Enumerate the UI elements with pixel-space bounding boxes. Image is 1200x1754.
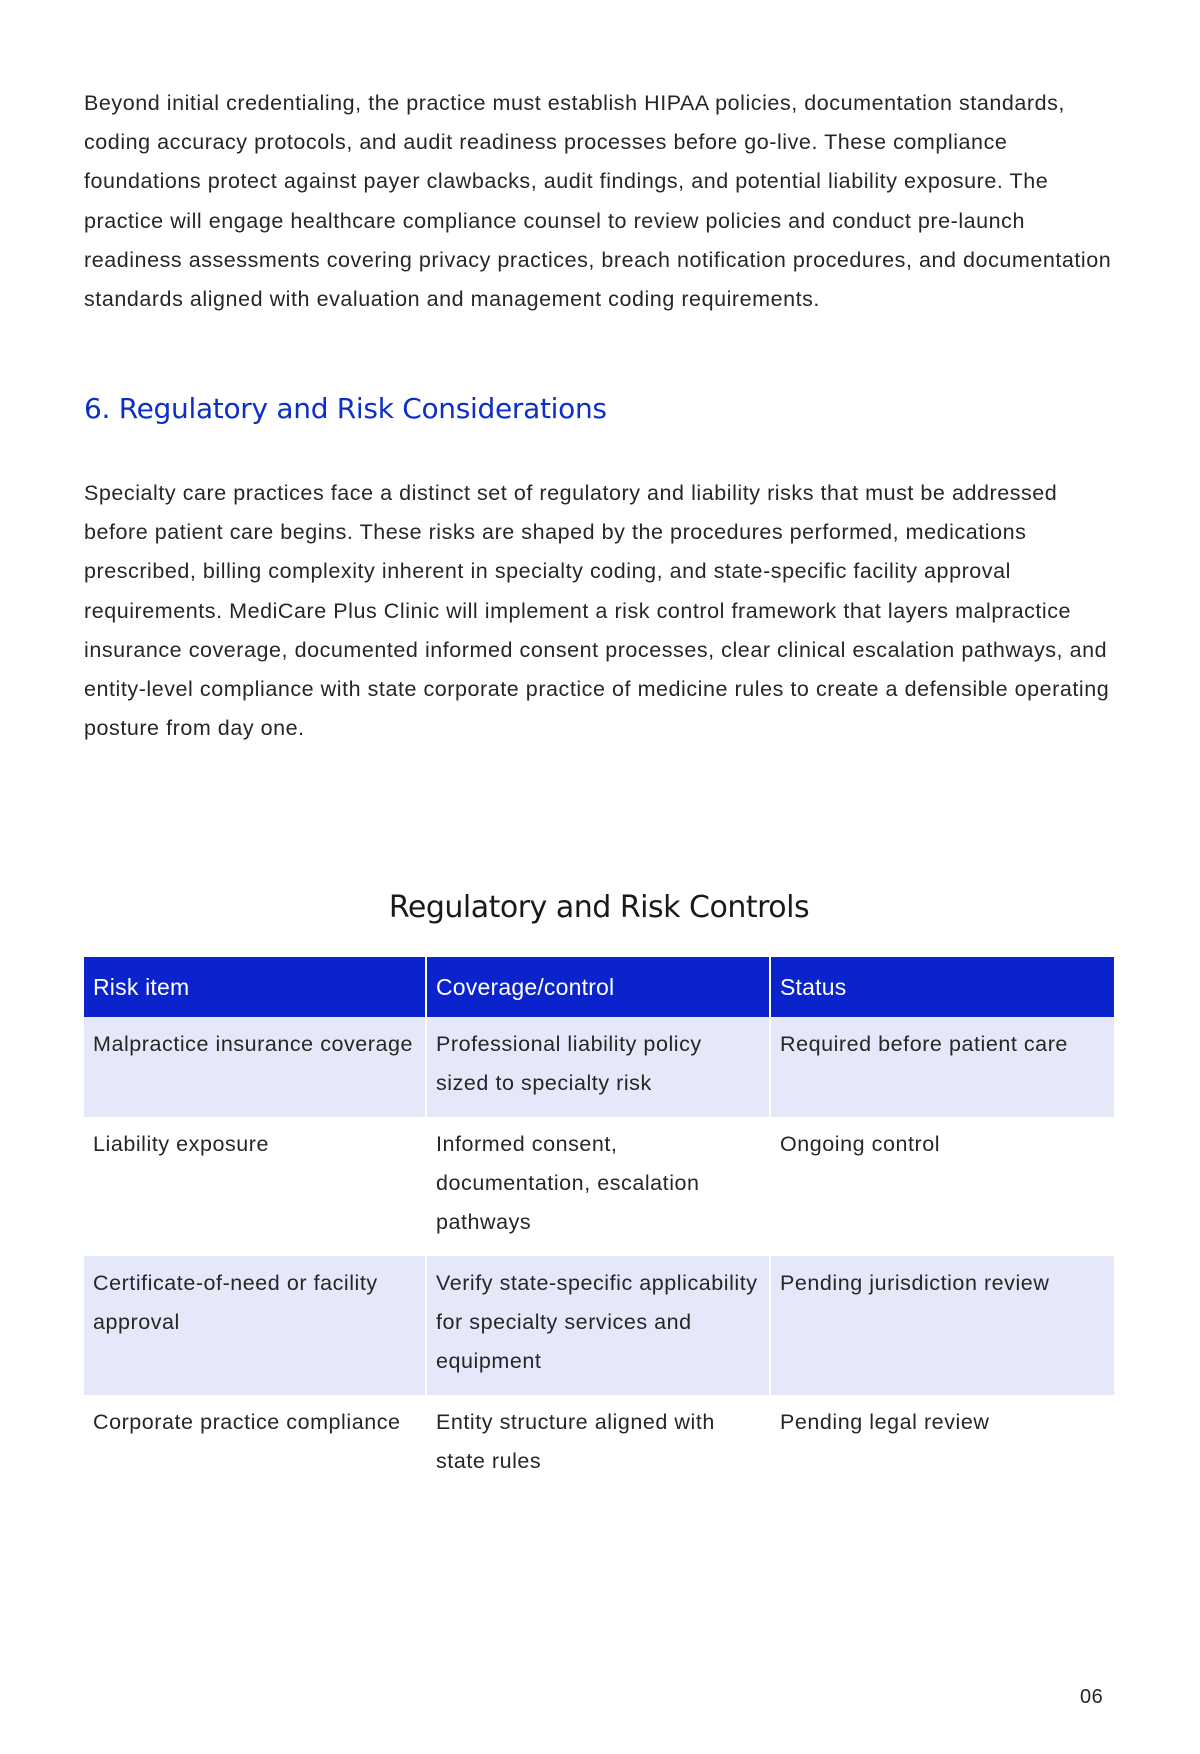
header-status: Status	[770, 957, 1114, 1017]
intro-paragraph: Beyond initial credentialing, the practice must establish HIPAA policies, documentation standards, coding accuracy protocols, and audit readiness processes before go-live. These compliance foundations protect against payer clawbacks, audit findings, and potential liability exposure. The practice will engage healthcare compliance counsel to review policies and conduct pre-launch readiness assessments covering privacy practices, breach notification procedures, and documentation standards aligned with evaluation and management coding requirements.	[84, 91, 1112, 312]
table-header-row	[84, 957, 1114, 1017]
header-risk-item: Risk item	[84, 957, 426, 1017]
cell-risk-item: Liability exposure	[84, 1117, 426, 1256]
cell-coverage-control: Entity structure aligned with state rules	[426, 1395, 770, 1495]
cell-coverage-control: Verify state-specific applicability for specialty services and equipment	[426, 1256, 770, 1395]
cell-status: Pending legal review	[770, 1395, 1114, 1495]
cell-risk-item: Malpractice insurance coverage	[84, 1017, 426, 1117]
table-row	[84, 1017, 1114, 1117]
cell-coverage-control: Informed consent, documentation, escalation pathways	[426, 1117, 770, 1256]
cell-status: Ongoing control	[770, 1117, 1114, 1256]
cell-risk-item: Certificate-of-need or facility approval	[84, 1256, 426, 1395]
table-row	[84, 1117, 1114, 1256]
table-row	[84, 1395, 1114, 1495]
section-paragraph: Specialty care practices face a distinct set of regulatory and liability risks that must be addressed before patient care begins. These risks are shaped by the procedures performed, medications prescribed, billing complexity inherent in specialty coding, and state-specific facility approval requirements. MediCare Plus Clinic will implement a risk control framework that layers malpractice insurance coverage, documented informed consent processes, clear clinical escalation pathways, and entity-level compliance with state corporate practice of medicine rules to create a defensible operating posture from day one.	[84, 481, 1110, 741]
cell-risk-item: Corporate practice compliance	[84, 1395, 426, 1495]
page-number: 06	[1080, 1686, 1104, 1708]
table-row	[84, 1256, 1114, 1395]
table-title: Regulatory and Risk Controls	[388, 890, 810, 925]
header-coverage-control: Coverage/control	[426, 957, 770, 1017]
section-heading: 6. Regulatory and Risk Considerations	[84, 392, 607, 425]
cell-status: Pending jurisdiction review	[770, 1256, 1114, 1395]
cell-coverage-control: Professional liability policy sized to specialty risk	[426, 1017, 770, 1117]
risk-controls-table	[84, 957, 1114, 1495]
cell-status: Required before patient care	[770, 1017, 1114, 1117]
